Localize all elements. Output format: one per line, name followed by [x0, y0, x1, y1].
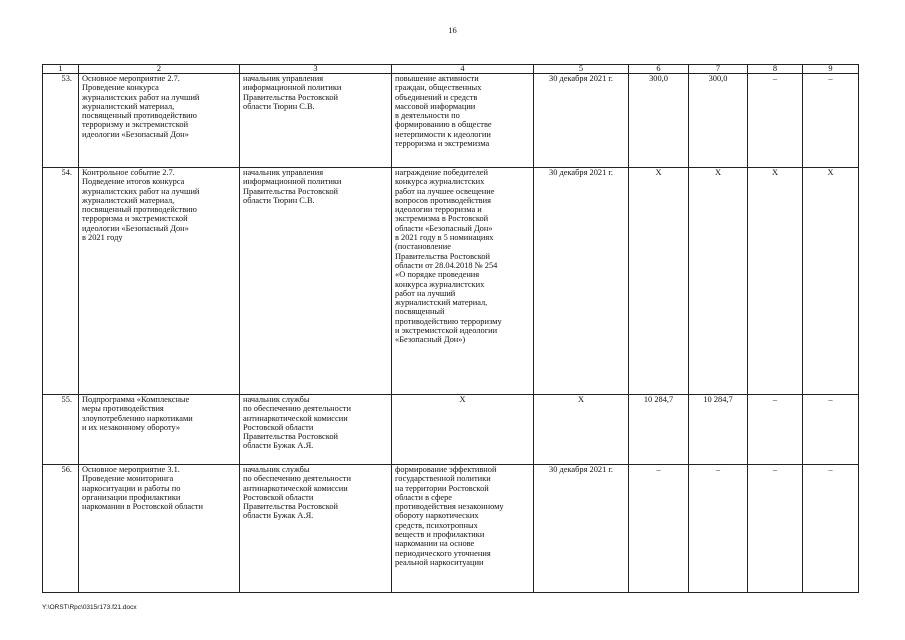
row-responsible: начальник службы по обеспечению деятельности антинаркотической комиссии Ростовской области Правительства Ростовской области Бужак А.Я.	[240, 465, 392, 593]
row-col9: –	[803, 74, 859, 168]
row-name: Подпрограмма «Комплексные меры противодействия злоупотреблению наркотиками и их незаконному обороту»	[79, 395, 240, 465]
row-col8: Х	[748, 168, 803, 395]
header-cell: 8	[748, 65, 803, 74]
row-number: 56.	[43, 465, 79, 593]
header-cell: 2	[79, 65, 240, 74]
row-date: 30 декабря 2021 г.	[534, 74, 629, 168]
row-responsible: начальник управления информационной политики Правительства Ростовской области Тюрин С.В.	[240, 74, 392, 168]
row-col6: Х	[629, 168, 689, 395]
row-col8: –	[748, 74, 803, 168]
row-number: 55.	[43, 395, 79, 465]
row-col7: 10 284,7	[689, 395, 748, 465]
header-cell: 7	[689, 65, 748, 74]
row-number: 53.	[43, 74, 79, 168]
row-col6: –	[629, 465, 689, 593]
row-col8: –	[748, 465, 803, 593]
row-col7: 300,0	[689, 74, 748, 168]
row-date: 30 декабря 2021 г.	[534, 168, 629, 395]
header-cell: 1	[43, 65, 79, 74]
row-name: Основное мероприятие 2.7. Проведение конкурса журналистских работ на лучший журналистский материал, посвященный противодействию терроризму и экстремистской идеологии «Безопасный Дон»	[79, 74, 240, 168]
plan-table	[42, 64, 859, 593]
header-cell: 5	[534, 65, 629, 74]
row-col6: 300,0	[629, 74, 689, 168]
row-col9: –	[803, 465, 859, 593]
table-row	[43, 74, 859, 168]
row-col7: –	[689, 465, 748, 593]
row-col6: 10 284,7	[629, 395, 689, 465]
table-row	[43, 465, 859, 593]
row-date: 30 декабря 2021 г.	[534, 465, 629, 593]
row-result: формирование эффективной государственной политики на территории Ростовской области в сфере противодействия незаконному обороту наркотических средств, психотропных веществ и профилактики наркомании на основе периодического уточнения реальной наркоситуации	[392, 465, 534, 593]
row-result: награждение победителей конкурса журналистских работ на лучшее освещение вопросов противодействия идеологии терроризма и экстремизма в Ростовской области «Безопасный Дон» в 2021 году в 5 номинациях (постановление Правительства Ростовской области от 28.04.2018 № 254 «О порядке проведения конкурса журналистских работ на лучший журналистский материал, посвященный противодействию терроризму и экстремистской идеологии «Безопасный Дон»)	[392, 168, 534, 395]
row-col9: Х	[803, 168, 859, 395]
table-row	[43, 395, 859, 465]
table-row	[43, 168, 859, 395]
header-cell: 6	[629, 65, 689, 74]
row-responsible: начальник службы по обеспечению деятельности антинаркотической комиссии Ростовской области Правительства Ростовской области Бужак А.Я.	[240, 395, 392, 465]
row-col8: –	[748, 395, 803, 465]
row-number: 54.	[43, 168, 79, 395]
row-responsible: начальник управления информационной политики Правительства Ростовской области Тюрин С.В.	[240, 168, 392, 395]
page-number: 16	[448, 25, 457, 35]
row-name: Контрольное событие 2.7. Подведение итогов конкурса журналистских работ на лучший журналистский материал, посвященный противодействию терроризма и экстремистской идеологии «Безопасный Дон» в 2021 году	[79, 168, 240, 395]
row-result: повышение активности граждан, общественных объединений и средств массовой информации в деятельности по формированию в обществе нетерпимости к идеологии терроризма и экстремизма	[392, 74, 534, 168]
row-result: Х	[392, 395, 534, 465]
header-row	[43, 65, 859, 74]
row-col7: Х	[689, 168, 748, 395]
header-cell: 4	[392, 65, 534, 74]
footer-file-path: Y:\ORST\Rpc\0315r173.f21.docx	[42, 604, 137, 611]
row-name: Основное мероприятие 3.1. Проведение мониторинга наркоситуации и работы по организации профилактики наркомании в Ростовской области	[79, 465, 240, 593]
header-cell: 9	[803, 65, 859, 74]
header-cell: 3	[240, 65, 392, 74]
row-date: Х	[534, 395, 629, 465]
row-col9: –	[803, 395, 859, 465]
